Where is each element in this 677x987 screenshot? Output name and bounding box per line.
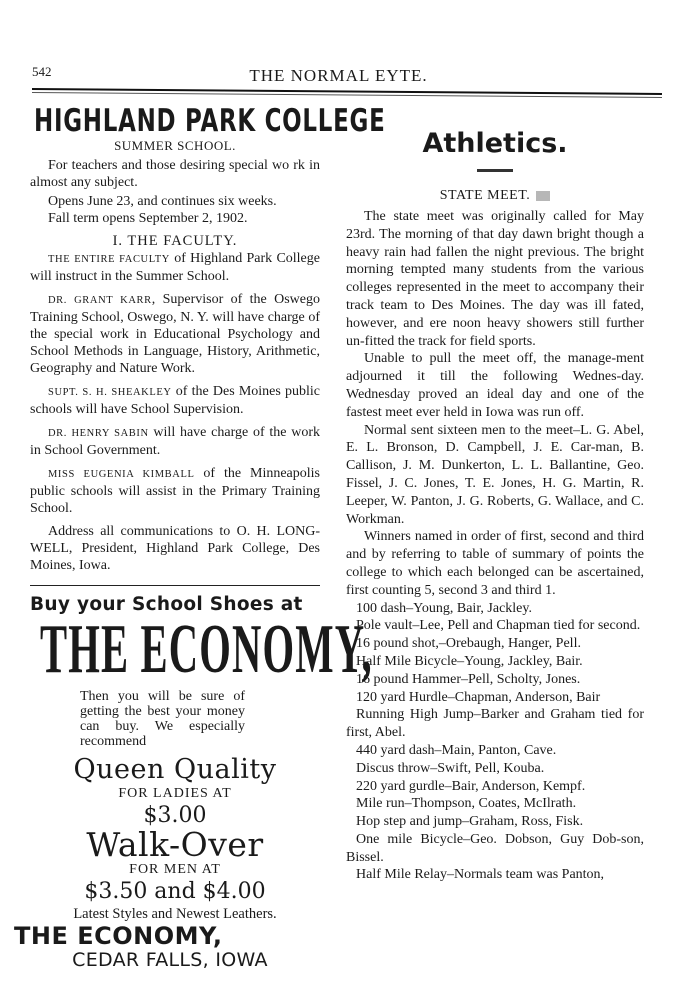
article-title xyxy=(346,188,644,204)
store-name-footer: THE ECONOMY, xyxy=(14,922,223,950)
price-ladies: $3.00 xyxy=(143,803,207,828)
faculty-name: DR. HENRY SABIN xyxy=(48,428,149,439)
faculty-entry xyxy=(30,250,320,285)
result-item: Pole vault–Lee, Pell and Chapman tied for second. xyxy=(356,618,641,634)
faculty-entry xyxy=(30,424,320,459)
right-column xyxy=(346,118,644,884)
article-title-text: STATE MEET. xyxy=(439,188,531,203)
article-paragraph: The state meet was originally called for May 23rd. The morning of that day dawn bright though a heavy rain had fallen the night previous. The bright morning tempted many students from the various colleges represented in the meet to accompany their track team to Des Moines. The day was ill fated, however, and ere noon heavy showers still further un-fitted the track for field sports. xyxy=(346,209,644,349)
brand-men: Walk-Over xyxy=(86,825,264,864)
result-item: Hop step and jump–Graham, Ross, Fisk. xyxy=(356,814,584,830)
faculty-name: THE ENTIRE FACULTY xyxy=(48,254,170,265)
result-item: Half Mile Relay–Normals team was Panton, xyxy=(356,867,605,883)
faculty-heading: I. THE FACULTY. xyxy=(112,233,238,249)
store-location: CEDAR FALLS, IOWA xyxy=(72,949,268,971)
college-address: Address all communications to O. H. LONG-WELL, President, Highland Park College, Des Moines, Iowa. xyxy=(30,524,320,573)
ornament-rule xyxy=(477,169,513,172)
faculty-text: of Highland Park College will instruct in the Summer School. xyxy=(30,251,320,284)
article-paragraph: Normal sent sixteen men to the meet–L. G. Abel, E. L. Bronson, D. Campbell, J. E. Car-man, B. Callison, J. M. Dunkerton, L. L. Ballantine, Geo. Fissel, J. C. Jones, T. E. Jones, H. G. Martin, R. Leeper, W. Panton, J. G. Roberts, G. Wallace, and C. Workman. xyxy=(346,422,644,527)
college-title: HIGHLAND PARK COLLEGE xyxy=(34,103,386,139)
result-item: Running High Jump–Barker and Graham tied for first, Abel. xyxy=(346,707,644,741)
result-item: 220 yard gurdle–Bair, Anderson, Kempf. xyxy=(356,778,586,794)
section-title: Athletics. xyxy=(422,128,568,159)
college-fall-term: Fall term opens September 2, 1902. xyxy=(48,211,248,226)
result-item: Half Mile Bicycle–Young, Jackley, Bair. xyxy=(356,653,583,669)
result-item: 100 dash–Young, Bair, Jackley. xyxy=(356,600,532,616)
running-title: THE NORMAL EYTE. xyxy=(249,66,428,85)
article-paragraph: Unable to pull the meet off, the manage-ment adjourned it till the following Wednes-day. Wednesday proved an ideal day and one of the fastest meet ever held in Iowa was run off. xyxy=(346,351,644,420)
faculty-text: , Supervisor of the Oswego Training School, Oswego, N. Y. will have charge of the special work in Educational Psychology and School Methods in Language, History, Arithmetic, Geography and Nature Work. xyxy=(30,292,320,376)
ad-divider xyxy=(30,585,320,586)
faculty-text: of the Minneapolis public schools will assist in the Primary Training School. xyxy=(30,466,320,516)
faculty-name: SUPT. S. H. SHEAKLEY xyxy=(48,387,172,398)
result-item: 120 yard Hurdle–Chapman, Anderson, Bair xyxy=(356,689,601,705)
faculty-entry xyxy=(30,291,320,377)
faculty-name: DR. GRANT KARR xyxy=(48,295,152,306)
shoe-ad-tagline: Latest Styles and Newest Leathers. xyxy=(73,906,277,922)
result-item: 16 pound Hammer–Pell, Scholty, Jones. xyxy=(356,671,581,687)
college-subtitle: SUMMER SCHOOL. xyxy=(114,138,236,153)
faculty-entry xyxy=(30,465,320,517)
college-intro: For teachers and those desiring special wo rk in almost any subject. xyxy=(30,158,320,190)
brand-ladies: Queen Quality xyxy=(73,754,277,785)
result-item: 440 yard dash–Main, Panton, Cave. xyxy=(356,742,557,758)
page-number: 542 xyxy=(32,64,52,79)
results-list xyxy=(346,600,644,885)
college-opens: Opens June 23, and continues six weeks. xyxy=(48,194,277,209)
for-men: FOR MEN AT xyxy=(129,862,221,877)
price-men: $3.50 and $4.00 xyxy=(84,879,266,904)
result-item: One mile Bicycle–Geo. Dobson, Guy Dob-son, Bissel. xyxy=(346,831,644,865)
result-item: Discus throw–Swift, Pell, Kouba. xyxy=(356,760,545,776)
result-item: 16 pound shot,–Orebaugh, Hanger, Pell. xyxy=(356,636,581,652)
college-ad xyxy=(30,103,386,574)
shoe-ad xyxy=(14,594,373,971)
ink-smudge xyxy=(536,191,550,201)
faculty-name: MISS EUGENIA KIMBALL xyxy=(48,469,195,480)
shoe-ad-body: Then you will be sure of getting the best your money can buy. We especially recommend xyxy=(80,689,245,749)
faculty-text: will have charge of the work in School Government. xyxy=(30,425,320,458)
for-ladies: FOR LADIES AT xyxy=(118,786,232,801)
result-item: Mile run–Thompson, Coates, McIlrath. xyxy=(356,796,577,812)
faculty-entry xyxy=(30,383,320,418)
article-paragraph: Winners named in order of first, second and third and by referring to table of summary of points the college to which each belonged can be ascertained, first counting 5, second 3 and third 1. xyxy=(346,529,644,598)
shoe-ad-headline: Buy your School Shoes at xyxy=(30,594,303,615)
left-column xyxy=(14,103,386,971)
store-name-large: THE ECONOMY, xyxy=(40,611,373,688)
faculty-text: of the Des Moines public schools will have School Supervision. xyxy=(30,384,321,417)
